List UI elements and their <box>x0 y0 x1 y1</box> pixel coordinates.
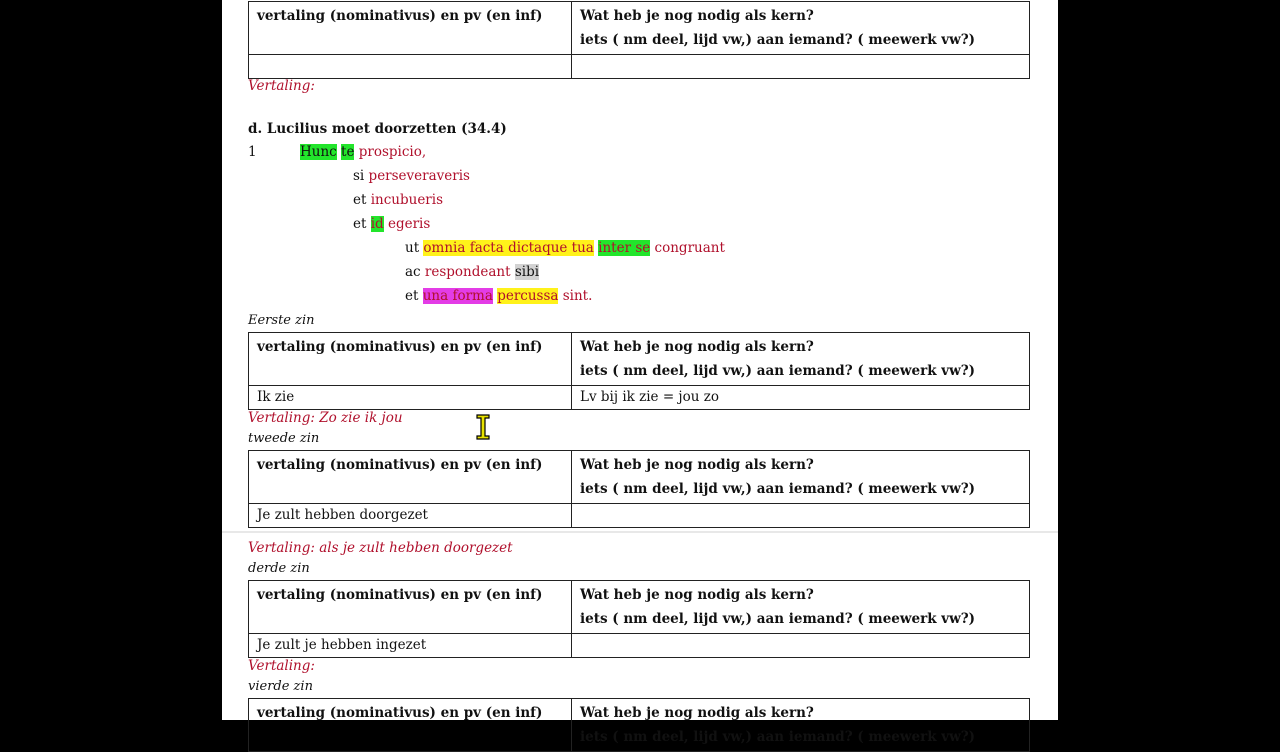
latin-word: perseveraveris <box>368 168 470 184</box>
table-cell[interactable]: Je zult hebben doorgezet <box>249 504 572 528</box>
table-header-cell: vertaling (nominativus) en pv (en inf) <box>249 333 572 386</box>
latin-word: omnia facta dictaque tua <box>423 240 594 256</box>
latin-line-1 <box>300 144 426 160</box>
latin-word: percussa <box>497 288 559 304</box>
table-cell[interactable] <box>572 634 1030 658</box>
text-cursor-icon <box>476 414 490 440</box>
latin-word: et <box>405 288 423 304</box>
table-header-cell <box>572 699 1030 752</box>
vertaling-line: Vertaling: als je zult hebben doorgezet <box>248 540 513 556</box>
analysis-table-2 <box>248 450 1030 528</box>
latin-word: congruant <box>650 240 725 256</box>
sentence-label: vierde zin <box>248 679 313 694</box>
table-cell[interactable] <box>249 55 572 79</box>
header-line: Wat heb je nog nodig als kern? <box>580 457 814 473</box>
latin-word: respondeant <box>424 264 511 280</box>
analysis-table-3 <box>248 580 1030 658</box>
latin-word: et <box>353 216 371 232</box>
header-line: iets ( nm deel, lijd vw,) aan iemand? ( meewerk vw?) <box>580 481 976 497</box>
table-cell[interactable] <box>572 55 1030 79</box>
header-line: iets ( nm deel, lijd vw,) aan iemand? ( meewerk vw?) <box>580 32 976 48</box>
latin-word: et <box>353 192 371 208</box>
table-cell[interactable]: Ik zie <box>249 386 572 410</box>
sentence-label: Eerste zin <box>248 313 315 328</box>
latin-line-6 <box>405 264 539 280</box>
table-header-cell: vertaling (nominativus) en pv (en inf) <box>249 451 572 504</box>
vertaling-line: Vertaling: <box>248 658 315 674</box>
table-header-cell <box>572 2 1030 55</box>
header-line: Wat heb je nog nodig als kern? <box>580 587 814 603</box>
latin-word: egeris <box>383 216 431 232</box>
latin-word: ac <box>405 264 425 280</box>
latin-line-4 <box>353 216 430 232</box>
latin-word: sibi <box>514 264 540 280</box>
table-header-cell: vertaling (nominativus) en pv (en inf) <box>249 581 572 634</box>
latin-word: Hunc <box>300 144 337 160</box>
latin-line-5 <box>405 240 725 256</box>
latin-word: te <box>341 144 355 160</box>
header-line: iets ( nm deel, lijd vw,) aan iemand? ( meewerk vw?) <box>580 729 976 745</box>
latin-line-3 <box>353 192 443 208</box>
header-line: iets ( nm deel, lijd vw,) aan iemand? ( meewerk vw?) <box>580 363 976 379</box>
table-header-cell <box>572 451 1030 504</box>
latin-word: sint. <box>558 288 593 304</box>
analysis-table-0 <box>248 1 1030 79</box>
analysis-table-1 <box>248 332 1030 410</box>
table-cell[interactable]: Je zult je hebben ingezet <box>249 634 572 658</box>
section-heading: d. Lucilius moet doorzetten (34.4) <box>248 121 507 137</box>
header-line: iets ( nm deel, lijd vw,) aan iemand? ( meewerk vw?) <box>580 611 976 627</box>
latin-word: id <box>370 216 384 232</box>
table-header-cell: vertaling (nominativus) en pv (en inf) <box>249 2 572 55</box>
latin-word: si <box>353 168 369 184</box>
table-cell[interactable] <box>572 504 1030 528</box>
header-line: Wat heb je nog nodig als kern? <box>580 339 814 355</box>
table-header-cell <box>572 581 1030 634</box>
latin-word: inter se <box>598 240 651 256</box>
latin-line-7 <box>405 288 592 304</box>
table-cell[interactable]: Lv bij ik zie = jou zo <box>572 386 1030 410</box>
header-line: Wat heb je nog nodig als kern? <box>580 705 814 721</box>
table-header-cell: vertaling (nominativus) en pv (en inf) <box>249 699 572 752</box>
analysis-table-4 <box>248 698 1030 752</box>
table-header-cell <box>572 333 1030 386</box>
latin-word: incubueris <box>370 192 444 208</box>
latin-line-2 <box>353 168 470 184</box>
latin-word: prospicio, <box>354 144 427 160</box>
page-break <box>222 531 1058 533</box>
line-number: 1 <box>248 144 257 160</box>
sentence-label: tweede zin <box>248 431 320 446</box>
sentence-label: derde zin <box>248 561 310 576</box>
vertaling-line: Vertaling: <box>248 78 315 94</box>
latin-word: una forma <box>422 288 493 304</box>
latin-word: ut <box>405 240 424 256</box>
vertaling-line: Vertaling: Zo zie ik jou <box>248 410 403 426</box>
document-page <box>222 0 1058 745</box>
header-line: Wat heb je nog nodig als kern? <box>580 8 814 24</box>
